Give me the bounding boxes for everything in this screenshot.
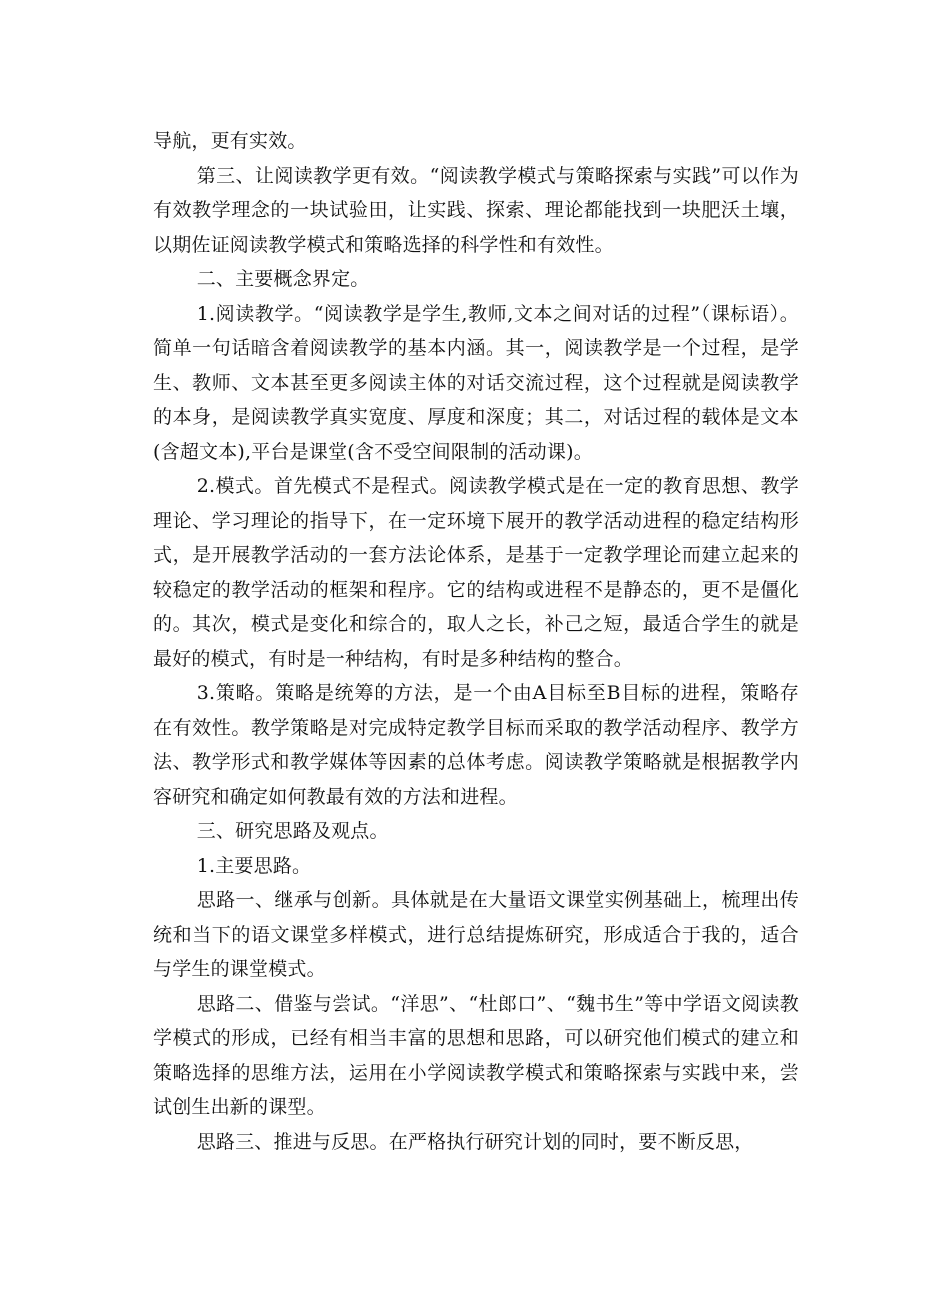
subheading-main-ideas: 1.主要思路。 <box>196 854 312 877</box>
paragraph-idea-three: 思路三、推进与反思。在严格执行研究计划的同时，要不断反思， <box>196 1130 754 1153</box>
section-heading-research: 三、研究思路及观点。 <box>196 820 389 842</box>
section-heading-concepts: 二、主要概念界定。 <box>196 268 370 290</box>
paragraph-reading-teaching: 1.阅读教学。“阅读教学是学生,教师,文本之间对话的过程”（课标语）。简单一句话暗含着阅读教学的基本内涵。其一，阅读教学是一个过程，是学生、教师、文本甚至更多阅读主体的对话交流过程，这个过程就是阅读教学的本身，是阅读教学真实宽度、厚度和深度；其二，对话过程的载体是文本(含超文本),平台是课堂(含不受空间限制的活动课)。 <box>153 302 799 463</box>
document-body <box>153 124 799 1159</box>
paragraph-third-point: 第三、让阅读教学更有效。“阅读教学模式与策略探索与实践”可以作为有效教学理念的一块试验田，让实践、探索、理论都能找到一块肥沃土壤，以期佐证阅读教学模式和策略选择的科学性和有效性。 <box>153 164 799 256</box>
paragraph-strategy: 3.策略。策略是统筹的方法，是一个由A目标至B目标的进程，策略存在有效性。教学策略是对完成特定教学目标而采取的教学活动程序、教学方法、教学形式和教学媒体等因素的总体考虑。阅读教学策略就是根据教学内容研究和确定如何教最有效的方法和进程。 <box>153 682 799 808</box>
paragraph-model: 2.模式。首先模式不是程式。阅读教学模式是在一定的教育思想、教学理论、学习理论的指导下，在一定环境下展开的教学活动进程的稳定结构形式，是开展教学活动的一套方法论体系，是基于一定教学理论而建立起来的较稳定的教学活动的框架和程序。它的结构或进程不是静态的，更不是僵化的。其次，模式是变化和综合的，取人之长，补己之短，最适合学生的就是最好的模式，有时是一种结构，有时是多种结构的整合。 <box>153 475 799 670</box>
paragraph-idea-two: 思路二、借鉴与尝试。“洋思”、“杜郎口”、“魏书生”等中学语文阅读教学模式的形成，已经有相当丰富的思想和思路，可以研究他们模式的建立和策略选择的思维方法，运用在小学阅读教学模式和策略探索与实践中来，尝试创生出新的课型。 <box>153 992 799 1118</box>
paragraph-continuation: 导航，更有实效。 <box>153 130 307 152</box>
paragraph-idea-one: 思路一、继承与创新。具体就是在大量语文课堂实例基础上，梳理出传统和当下的语文课堂多样模式，进行总结提炼研究，形成适合于我的，适合与学生的课堂模式。 <box>153 889 799 980</box>
